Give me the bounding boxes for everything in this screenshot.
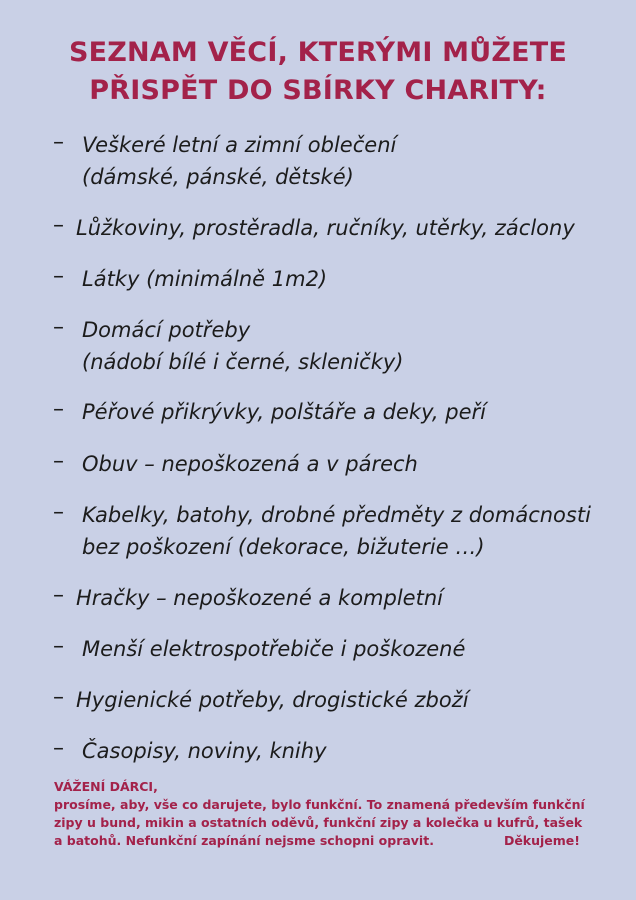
dash-icon: – xyxy=(53,315,64,340)
list-item-text: Obuv – nepoškozená a v párech xyxy=(82,452,418,476)
list-item-text: Kabelky, batohy, drobné předměty z domácnosti xyxy=(82,503,591,527)
list-item-text: Lůžkoviny, prostěradla, ručníky, utěrky, záclony xyxy=(76,216,575,240)
dash-icon: – xyxy=(53,634,64,659)
note-line-2: zipy u bund, mikin a ostatních oděvů, funkční zipy a kolečka u kufrů, tašek xyxy=(54,815,583,830)
note-line-3: a batohů. Nefunkční zapínání nejsme schopni opravit. xyxy=(54,833,434,848)
note-heading: VÁŽENÍ DÁRCI, xyxy=(54,779,158,794)
dash-icon: – xyxy=(53,583,64,608)
list-item-text: Časopisy, noviny, knihy xyxy=(82,739,327,763)
list-item-subtext: (nádobí bílé i černé, skleničky) xyxy=(82,350,404,374)
dash-icon: – xyxy=(53,500,64,525)
list-item-subtext: bez poškození (dekorace, bižuterie …) xyxy=(82,535,485,559)
title-line-1: SEZNAM VĚCÍ, KTERÝMI MŮŽETE xyxy=(68,37,568,68)
list-item-text: Menší elektrospotřebiče i poškozené xyxy=(82,637,466,661)
dash-icon: – xyxy=(53,449,64,474)
note-thanks: Děkujeme! xyxy=(503,833,580,848)
list-item-text: Domácí potřeby xyxy=(82,318,251,342)
list-item-subtext: (dámské, pánské, dětské) xyxy=(82,165,354,189)
note-line-1: prosíme, aby, vše co darujete, bylo funkční. To znamená především funkční xyxy=(54,797,585,812)
dash-icon: – xyxy=(53,213,64,238)
dash-icon: – xyxy=(53,685,64,710)
dash-icon: – xyxy=(53,397,64,422)
list-item-text: Hygienické potřeby, drogistické zboží xyxy=(76,688,469,712)
list-item-text: Veškeré letní a zimní oblečení xyxy=(82,133,397,157)
list-item-text: Hračky – nepoškozené a kompletní xyxy=(76,586,443,610)
title-line-2: PŘISPĚT DO SBÍRKY CHARITY: xyxy=(89,75,547,106)
dash-icon: – xyxy=(53,736,64,761)
dash-icon: – xyxy=(53,130,64,155)
dash-icon: – xyxy=(53,264,64,289)
donor-note xyxy=(54,778,594,850)
list-item-text: Péřové přikrývky, polštáře a deky, peří xyxy=(82,400,486,424)
list-item-text: Látky (minimálně 1m2) xyxy=(82,267,328,291)
